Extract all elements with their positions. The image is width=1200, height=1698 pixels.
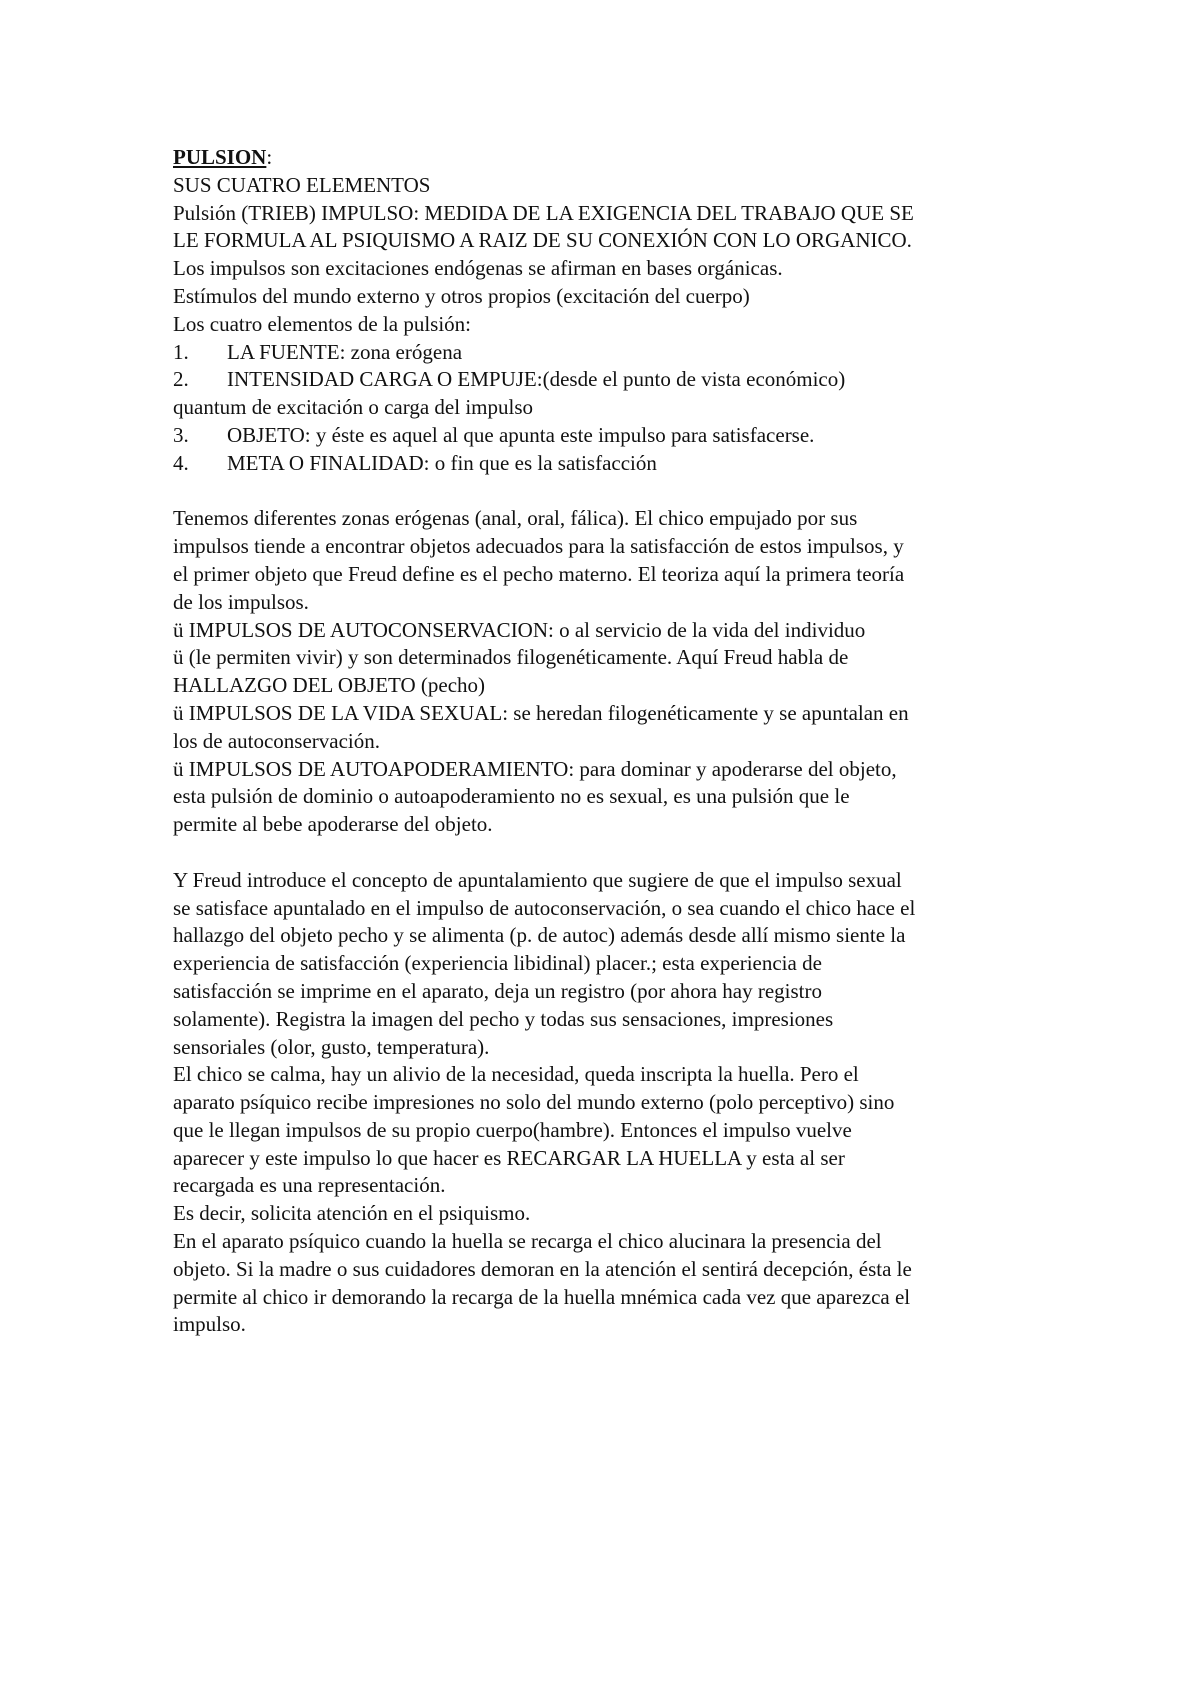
list-text: LA FUENTE: zona erógena xyxy=(227,339,463,364)
text-line: recargada es una representación. xyxy=(173,1173,446,1198)
text-line: impulso. xyxy=(173,1312,246,1337)
text-line: el primer objeto que Freud define es el pecho materno. El teoriza aquí la primera teoría xyxy=(173,561,905,586)
text-line: satisfacción se imprime en el aparato, deja un registro (por ahora hay registro xyxy=(173,978,823,1003)
list-number: 2. xyxy=(173,367,189,392)
text-line: sensoriales (olor, gusto, temperatura). xyxy=(173,1034,490,1059)
document-page xyxy=(173,144,1053,1339)
paragraph-apuntalamiento xyxy=(173,867,1053,1340)
list-item xyxy=(173,339,1053,367)
text-line: LE FORMULA AL PSIQUISMO A RAIZ DE SU CONEXIÓN CON LO ORGANICO. xyxy=(173,228,912,253)
text-line: impulsos tiende a encontrar objetos adecuados para la satisfacción de estos impulsos, y xyxy=(173,534,904,559)
text-line: Los impulsos son excitaciones endógenas se afirman en bases orgánicas. xyxy=(173,256,783,281)
text-line: SUS CUATRO ELEMENTOS xyxy=(173,172,431,197)
text-line: solamente). Registra la imagen del pecho y todas sus sensaciones, impresiones xyxy=(173,1006,834,1031)
list-item xyxy=(173,450,1053,478)
list-text: OBJETO: y éste es aquel al que apunta este impulso para satisfacerse. xyxy=(227,422,815,447)
text-line: objeto. Si la madre o sus cuidadores demoran en la atención el sentirá decepción, ésta le xyxy=(173,1256,912,1281)
bullet-line: ü IMPULSOS DE AUTOCONSERVACION: o al servicio de la vida del individuo xyxy=(173,617,866,642)
text-line: experiencia de satisfacción (experiencia libidinal) placer.; esta experiencia de xyxy=(173,951,822,976)
text-line: Los cuatro elementos de la pulsión: xyxy=(173,311,472,336)
list-item xyxy=(173,366,1053,394)
text-line: hallazgo del objeto pecho y se alimenta (p. de autoc) además desde allí mismo siente la xyxy=(173,923,906,948)
text-line: En el aparato psíquico cuando la huella se recarga el chico alucinara la presencia del xyxy=(173,1229,882,1254)
text-line: HALLAZGO DEL OBJETO (pecho) xyxy=(173,673,486,698)
text-line: Estímulos del mundo externo y otros propios (excitación del cuerpo) xyxy=(173,283,750,308)
text-line: aparato psíquico recibe impresiones no solo del mundo externo (polo perceptivo) sino xyxy=(173,1090,895,1115)
list-text: META O FINALIDAD: o fin que es la satisfacción xyxy=(227,450,657,475)
bullet-line: ü (le permiten vivir) y son determinados filogenéticamente. Aquí Freud habla de xyxy=(173,645,849,670)
text-line: Es decir, solicita atención en el psiquismo. xyxy=(173,1201,531,1226)
text-line: se satisface apuntalado en el impulso de autoconservación, o sea cuando el chico hace el xyxy=(173,895,916,920)
title-colon: : xyxy=(266,145,273,169)
elements-list xyxy=(173,339,1053,478)
list-number: 3. xyxy=(173,422,189,447)
paragraph-spacer xyxy=(173,478,1053,506)
text-line: aparecer y este impulso lo que hacer es RECARGAR LA HUELLA y esta al ser xyxy=(173,1145,845,1170)
heading-line xyxy=(173,144,1053,172)
bullet-line: ü IMPULSOS DE AUTOAPODERAMIENTO: para dominar y apoderarse del objeto, xyxy=(173,756,897,781)
text-line: de los impulsos. xyxy=(173,589,309,614)
list-text: INTENSIDAD CARGA O EMPUJE:(desde el punto de vista económico) xyxy=(227,367,846,392)
text-line: esta pulsión de dominio o autoapoderamiento no es sexual, es una pulsión que le xyxy=(173,784,850,809)
text-line: permite al bebe apoderarse del objeto. xyxy=(173,812,493,837)
document-title: PULSION xyxy=(173,145,267,169)
text-line: Y Freud introduce el concepto de apuntalamiento que sugiere de que el impulso sexual xyxy=(173,867,902,892)
list-item xyxy=(173,422,1053,450)
paragraph-zonas-erogenas xyxy=(173,505,1053,839)
text-line: que le llegan impulsos de su propio cuerpo(hambre). Entonces el impulso vuelve xyxy=(173,1117,852,1142)
list-number: 1. xyxy=(173,339,189,364)
text-line: Tenemos diferentes zonas erógenas (anal, oral, fálica). El chico empujado por sus xyxy=(173,506,858,531)
bullet-line: ü IMPULSOS DE LA VIDA SEXUAL: se heredan filogenéticamente y se apuntalan en xyxy=(173,700,909,725)
text-line: permite al chico ir demorando la recarga de la huella mnémica cada vez que aparezca el xyxy=(173,1284,911,1309)
paragraph-spacer xyxy=(173,839,1053,867)
text-line: los de autoconservación. xyxy=(173,728,381,753)
text-line: Pulsión (TRIEB) IMPULSO: MEDIDA DE LA EXIGENCIA DEL TRABAJO QUE SE xyxy=(173,200,914,225)
list-number: 4. xyxy=(173,450,189,475)
intro-block xyxy=(173,172,1053,339)
text-line: El chico se calma, hay un alivio de la necesidad, queda inscripta la huella. Pero el xyxy=(173,1062,859,1087)
list-continuation: quantum de excitación o carga del impulso xyxy=(173,395,534,420)
